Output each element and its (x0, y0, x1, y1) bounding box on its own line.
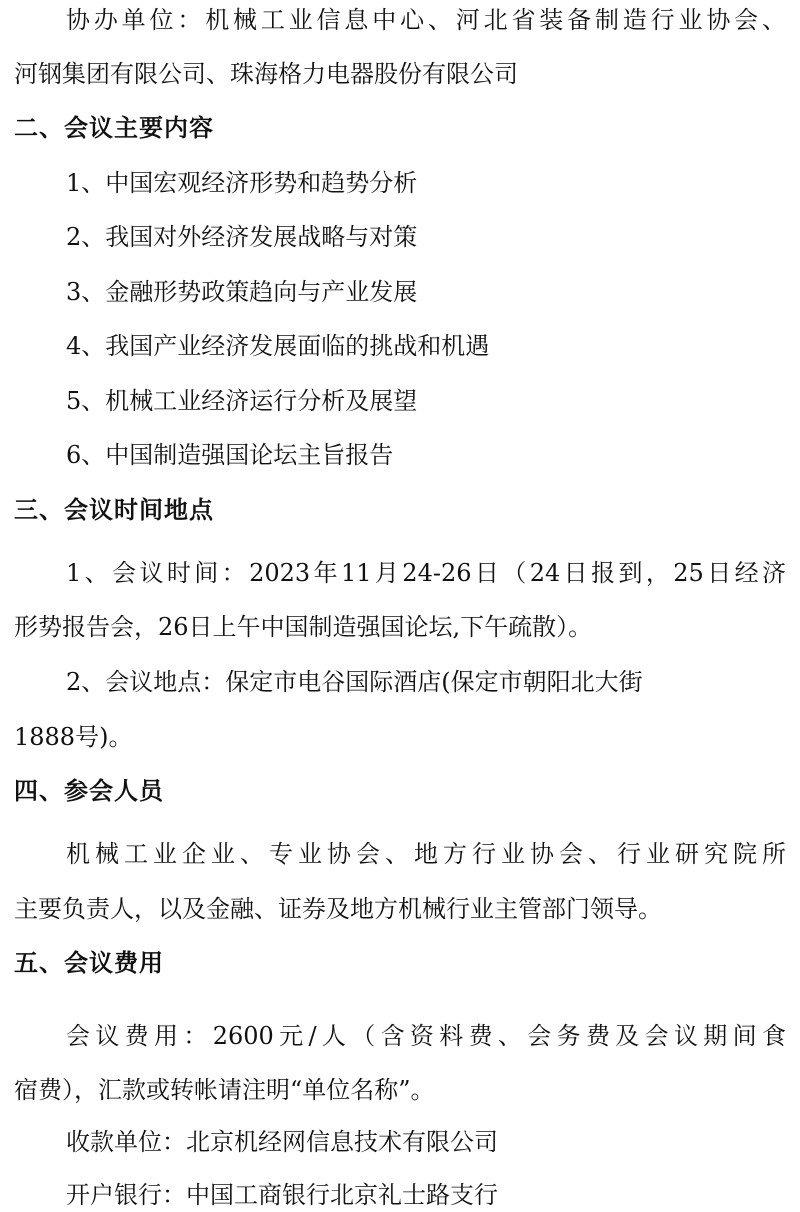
organizers-line-2: 河钢集团有限公司、珠海格力电器股份有限公司 (14, 60, 518, 88)
section-2-item-1: 1、中国宏观经济形势和趋势分析 (66, 169, 418, 197)
section-2-item-4: 4、我国产业经济发展面临的挑战和机遇 (66, 332, 490, 360)
section-2-item-5: 5、机械工业经济运行分析及展望 (66, 387, 418, 415)
section-2-item-3: 3、金融形势政策趋向与产业发展 (66, 278, 418, 306)
section-2-item-2: 2、我国对外经济发展战略与对策 (66, 223, 418, 251)
attendees-line-2: 主要负责人，以及金融、证券及地方机械行业主管部门领导。 (14, 895, 662, 923)
attendees-line-1: 机械工业企业、专业协会、地方行业协会、行业研究院所 (66, 840, 786, 868)
payee-line: 收款单位：北京机经网信息技术有限公司 (66, 1128, 498, 1156)
section-2-item-6: 6、中国制造强国论坛主旨报告 (66, 441, 394, 469)
bank-line: 开户银行：中国工商银行北京礼士路支行 (66, 1181, 498, 1209)
section-4-heading: 四、参会人员 (14, 777, 164, 805)
fee-line-2: 宿费），汇款或转帐请注明“单位名称”。 (14, 1076, 435, 1104)
section-5-heading: 五、会议费用 (14, 949, 164, 977)
section-3-heading: 三、会议时间地点 (14, 496, 214, 524)
organizers-line-1: 协办单位：机械工业信息中心、河北省装备制造行业协会、 (66, 6, 786, 34)
fee-line-1: 会议费用：2600元/人（含资料费、会务费及会议期间食 (66, 1022, 786, 1050)
meeting-time-line-1: 1、会议时间：2023年11月24-26日（24日报到，25日经济 (66, 559, 786, 587)
meeting-place-line-1: 2、会议地点：保定市电谷国际酒店(保定市朝阳北大街 (66, 668, 643, 696)
section-2-heading: 二、会议主要内容 (14, 114, 214, 142)
meeting-time-line-2: 形势报告会，26日上午中国制造强国论坛,下午疏散）。 (14, 613, 593, 641)
meeting-place-line-2: 1888号)。 (14, 723, 133, 751)
